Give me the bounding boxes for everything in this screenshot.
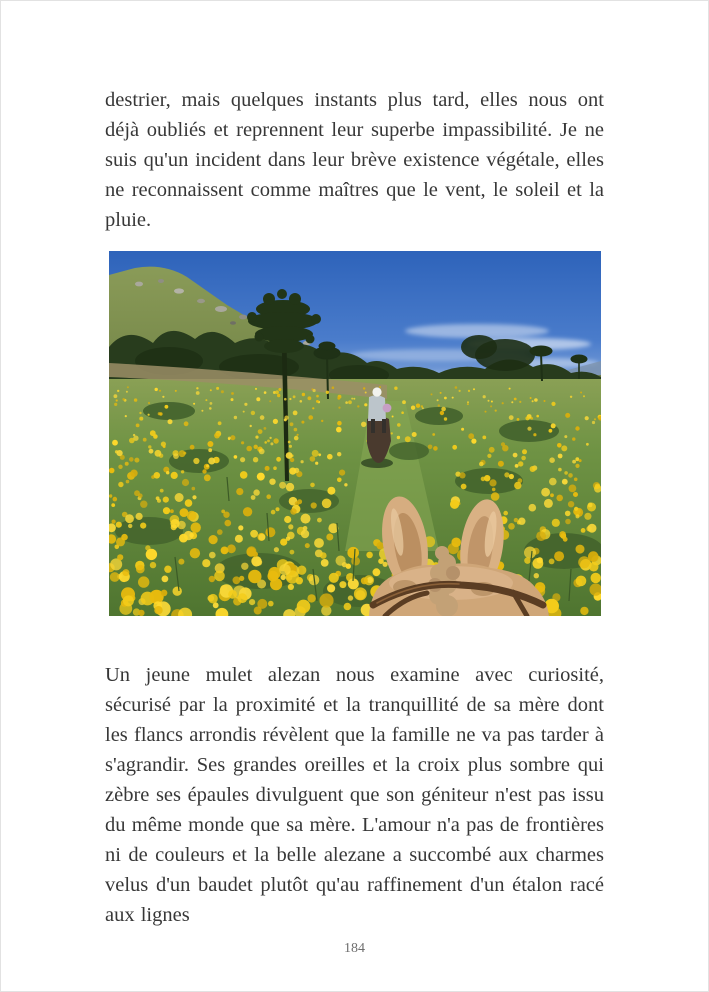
paragraph-bottom: Un jeune mulet alezan nous examine avec curiosité, sécurisé par la proximité et la tranquillité de sa mère dont les flancs arrondis révèlent que la famille ne va pas tarder à s'agrandir. Ses grandes oreilles et la croix plus sombre qui zèbre ses épaules divulguent que son géniteur n'est pas issu du même monde que sa mère. L'amour n'a pas de frontières ni de couleurs et la belle alezane a succombé aux charmes velus d'un baudet plutôt qu'au raffinement d'un étalon racé aux lignes: [105, 664, 604, 926]
book-page: [1, 1, 708, 991]
landscape-photo: [109, 251, 601, 616]
photo-figure: [109, 251, 601, 616]
page-number: 184: [344, 941, 365, 956]
paragraph-top: destrier, mais quelques instants plus tard, elles nous ont déjà oubliés et reprennent leur superbe impassibilité. Je ne suis qu'un incident dans leur brève existence végétale, elles ne reconnaissent comme maîtres que le vent, le soleil et la pluie.: [105, 89, 604, 231]
